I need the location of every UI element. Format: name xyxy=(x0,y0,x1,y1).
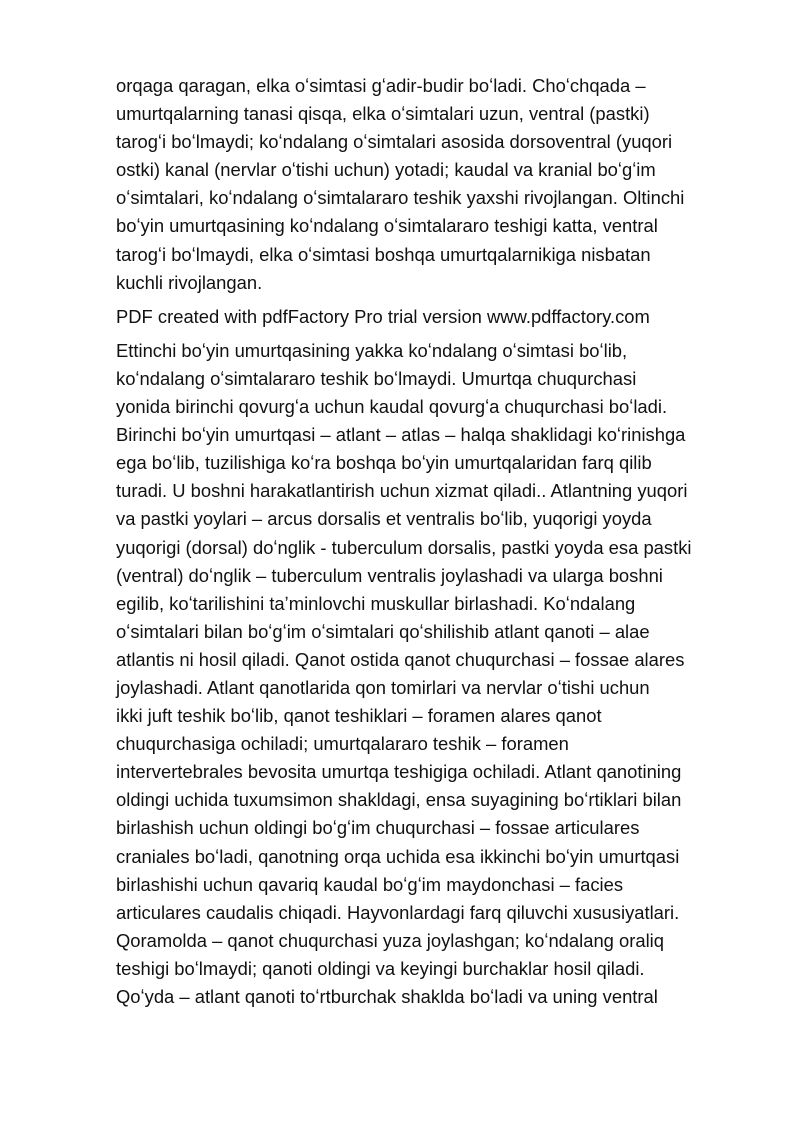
text-line: ikki juft teshik boʻlib, qanot teshiklari – foramen alares qanot xyxy=(116,705,602,727)
watermark-text: PDF created with pdfFactory Pro trial version www.pdffactory.com xyxy=(116,305,650,327)
text-line: yonida birinchi qovurgʻa uchun kaudal qovurgʻa chuqurchasi boʻladi. xyxy=(116,396,668,418)
text-line: egilib, koʻtarilishini taʼminlovchi muskullar birlashadi. Koʻndalang xyxy=(116,592,636,614)
text-line: oldingi uchida tuxumsimon shakldagi, ensa suyagining boʻrtiklari bilan xyxy=(116,789,682,811)
text-line: tarogʻi boʻlmaydi; koʻndalang oʻsimtalari asosida dorsoventral (yuqori xyxy=(116,131,673,153)
text-line: birlashish uchun oldingi boʻgʻim chuqurchasi – fossae articulares xyxy=(116,817,640,839)
text-line: umurtqalarning tanasi qisqa, elka oʻsimtalari uzun, ventral (pastki) xyxy=(116,103,650,125)
document-page xyxy=(116,72,742,1011)
text-line: kuchli rivojlangan. xyxy=(116,271,263,293)
text-line: teshigi boʻlmaydi; qanoti oldingi va keyingi burchaklar hosil qiladi. xyxy=(116,957,645,979)
text-line: turadi. U boshni harakatlantirish uchun xizmat qiladi.. Atlantning yuqori xyxy=(116,480,688,502)
text-line: ostki) kanal (nervlar oʻtishi uchun) yotadi; kaudal va kranial boʻgʻim xyxy=(116,159,656,181)
text-line: koʻndalang oʻsimtalararo teshik boʻlmaydi. Umurtqa chuqurchasi xyxy=(116,367,637,389)
text-line: yuqorigi (dorsal) doʻnglik - tuberculum dorsalis, pastki yoyda esa pastki xyxy=(116,536,692,558)
text-line: Qoʻyda – atlant qanoti toʻrtburchak shaklda boʻladi va uning ventral xyxy=(116,986,658,1007)
text-line: intervertebrales bevosita umurtqa teshigiga ochiladi. Atlant qanotining xyxy=(116,761,682,783)
text-line: craniales boʻladi, qanotning orqa uchida esa ikkinchi boʻyin umurtqasi xyxy=(116,845,680,867)
text-line: boʻyin umurtqasining koʻndalang oʻsimtalararo teshigi katta, ventral xyxy=(116,215,658,237)
text-line: tarogʻi boʻlmaydi, elka oʻsimtasi boshqa umurtqalarnikiga nisbatan xyxy=(116,243,651,265)
text-line: oʻsimtalari, koʻndalang oʻsimtalararo teshik yaxshi rivojlangan. Oltinchi xyxy=(116,187,685,209)
text-line: joylashadi. Atlant qanotlarida qon tomirlari va nervlar oʻtishi uchun xyxy=(116,676,650,698)
paragraph-1 xyxy=(116,72,742,297)
text-line: Birinchi boʻyin umurtqasi – atlant – atlas – halqa shaklidagi koʻrinishga xyxy=(116,424,686,446)
text-line: orqaga qaragan, elka oʻsimtasi gʻadir-budir boʻladi. Choʻchqada – xyxy=(116,75,646,96)
text-line: atlantis ni hosil qiladi. Qanot ostida qanot chuqurchasi – fossae alares xyxy=(116,648,685,670)
text-line: birlashishi uchun qavariq kaudal boʻgʻim maydonchasi – facies xyxy=(116,873,624,895)
paragraph-2 xyxy=(116,337,742,1011)
text-line: va pastki yoylari – arcus dorsalis et ventralis boʻlib, yuqorigi yoyda xyxy=(116,508,652,530)
text-line: (ventral) doʻnglik – tuberculum ventralis joylashadi va ularga boshni xyxy=(116,564,663,586)
text-line: Ettinchi boʻyin umurtqasining yakka koʻndalang oʻsimtasi boʻlib, xyxy=(116,339,628,361)
text-line: ega boʻlib, tuzilishiga koʻra boshqa boʻyin umurtqalaridan farq qilib xyxy=(116,452,652,474)
pdf-watermark-note xyxy=(116,303,742,331)
text-line: chuqurchasiga ochiladi; umurtqalararo teshik – foramen xyxy=(116,733,569,755)
text-line: articulares caudalis chiqadi. Hayvonlardagi farq qiluvchi xususiyatlari. xyxy=(116,901,680,923)
text-line: oʻsimtalari bilan boʻgʻim oʻsimtalari qoʻshilishib atlant qanoti – alae xyxy=(116,620,650,642)
text-line: Qoramolda – qanot chuqurchasi yuza joylashgan; koʻndalang oraliq xyxy=(116,929,664,951)
